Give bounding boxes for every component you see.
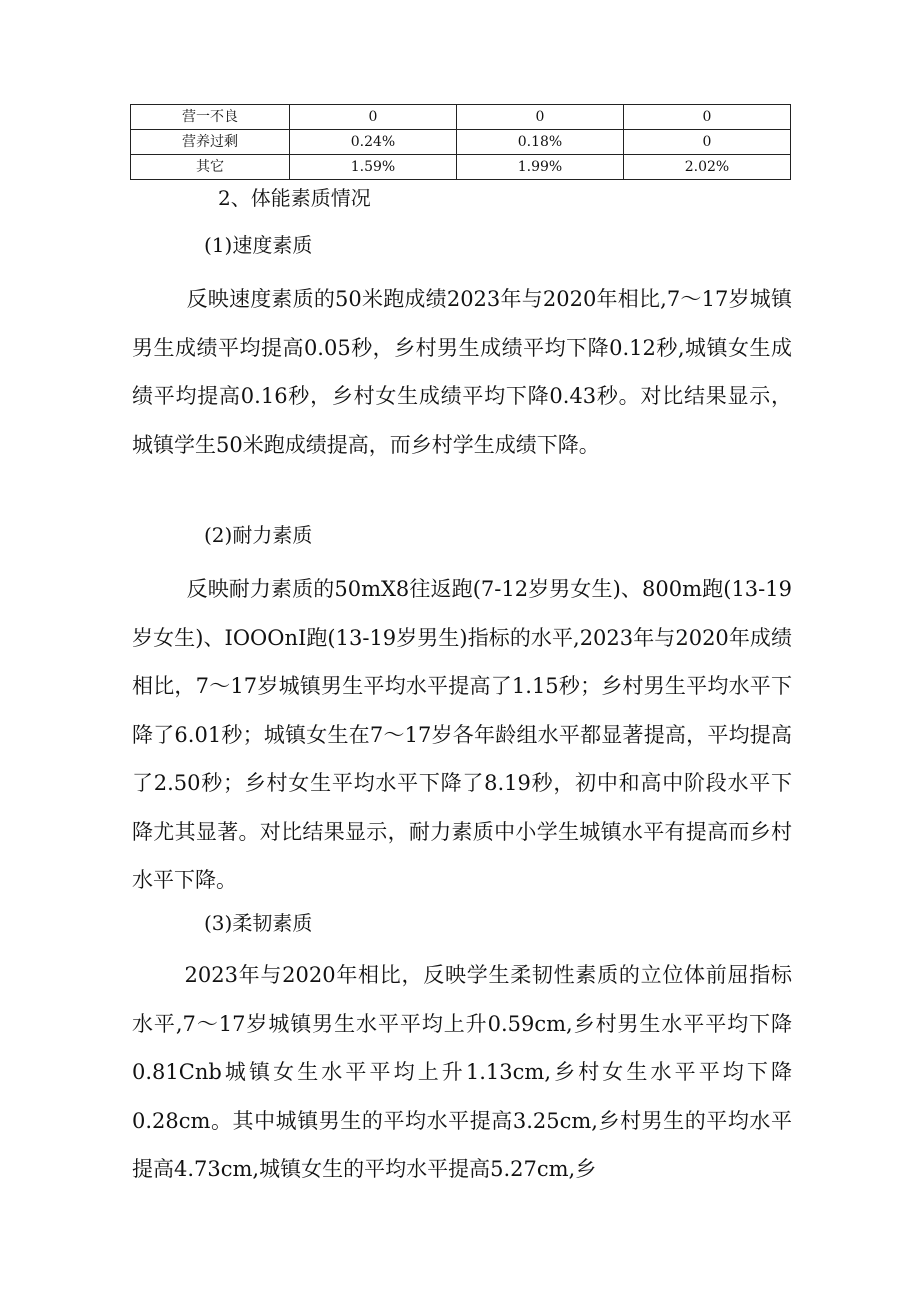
table-cell: 0 — [624, 105, 791, 130]
table-row — [131, 155, 791, 180]
row-label: 营一不良 — [131, 105, 290, 130]
table-cell: 1.99% — [457, 155, 624, 180]
table-cell: 0 — [457, 105, 624, 130]
paragraph-flexibility: 2023年与2020年相比，反映学生柔韧性素质的立位体前屈指标水平,7～17岁城镇男生水平平均上升0.59cm,乡村男生水平平均下降0.81Cnb城镇女生水平平均上升1.13cm,乡村女生水平平均下降0.28cm。其中城镇男生的平均水平提高3.25cm,乡村男生的平均水平提高4.73cm,城镇女生的平均水平提高5.27cm,乡 — [132, 963, 792, 1181]
table-cell: 0 — [290, 105, 457, 130]
subsection-heading-flexibility: (3)柔韧素质 — [204, 911, 313, 935]
nutrition-table — [130, 104, 791, 180]
table-cell: 0.24% — [290, 130, 457, 155]
table-cell: 2.02% — [624, 155, 791, 180]
table-cell: 0.18% — [457, 130, 624, 155]
paragraph-speed: 反映速度素质的50米跑成绩2023年与2020年相比,7～17岁城镇男生成绩平均提高0.05秒，乡村男生成绩平均下降0.12秒,城镇女生成绩平均提高0.16秒，乡村女生成绩平均下降0.43秒。对比结果显示，城镇学生50米跑成绩提高，而乡村学生成绩下降。 — [132, 287, 792, 457]
table-cell: 0 — [624, 130, 791, 155]
table-cell: 1.59% — [290, 155, 457, 180]
subsection-heading-endurance: (2)耐力素质 — [204, 523, 313, 547]
section-heading: 2、体能素质情况 — [218, 186, 371, 210]
table-row — [131, 130, 791, 155]
table-row — [131, 105, 791, 130]
row-label: 其它 — [131, 155, 290, 180]
subsection-heading-speed: (1)速度素质 — [204, 233, 313, 257]
row-label: 营养过剩 — [131, 130, 290, 155]
paragraph-endurance: 反映耐力素质的50mX8往返跑(7-12岁男女生)、800m跑(13-19岁女生)、IOOOnI跑(13-19岁男生)指标的水平,2023年与2020年成绩相比，7～17岁城镇男生平均水平提高了1.15秒；乡村男生平均水平下降了6.01秒；城镇女生在7～17岁各年龄组水平都显著提高，平均提高了2.50秒；乡村女生平均水平下降了8.19秒，初中和高中阶段水平下降尤其显著。对比结果显示，耐力素质中小学生城镇水平有提高而乡村水平下降。 — [132, 577, 792, 892]
